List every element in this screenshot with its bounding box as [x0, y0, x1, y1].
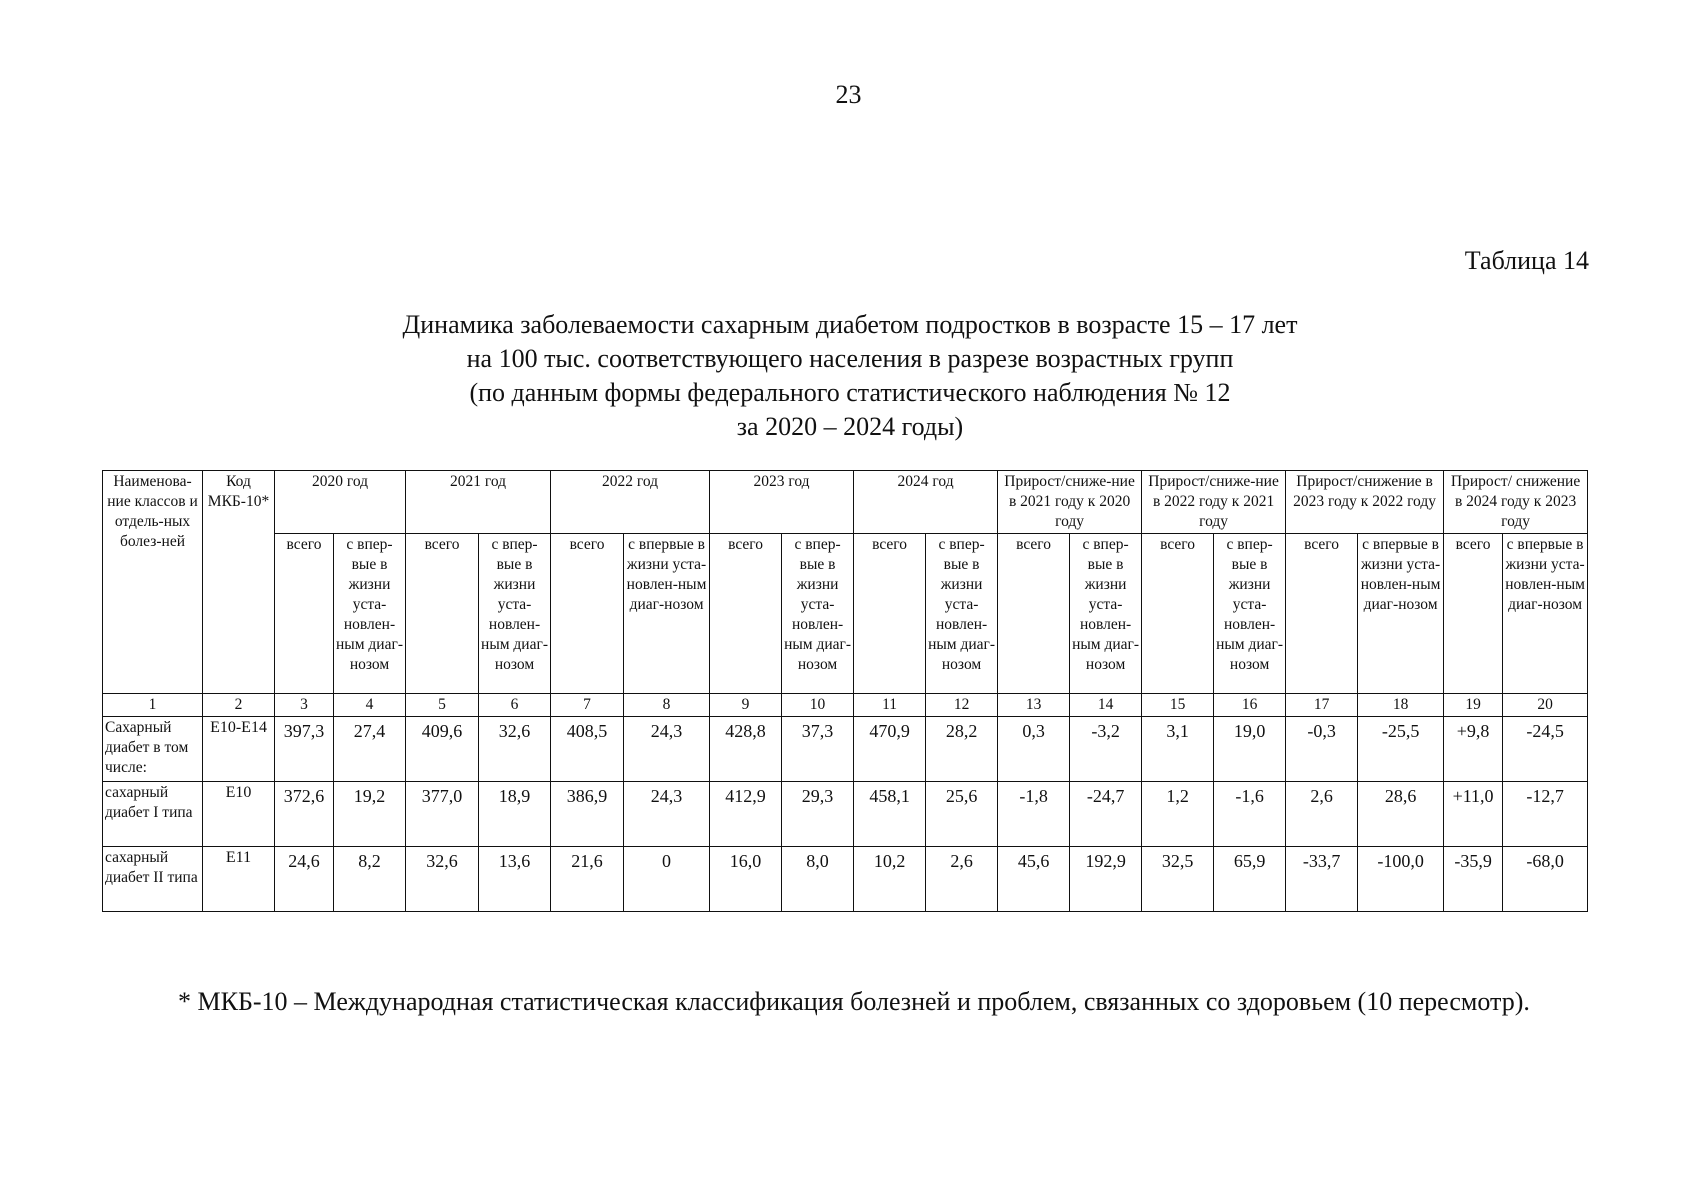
- column-number: 18: [1358, 694, 1444, 717]
- value-cell: -33,7: [1286, 847, 1358, 912]
- header-group: 2021 год: [406, 471, 551, 534]
- title-line: Динамика заболеваемости сахарным диабетом подростков в возрасте 15 – 17 лет: [402, 310, 1298, 339]
- header-group: Прирост/снижение в 2023 году к 2022 году: [1286, 471, 1444, 534]
- column-number: 13: [998, 694, 1070, 717]
- column-number: 15: [1142, 694, 1214, 717]
- table-row: [103, 717, 1588, 782]
- value-cell: -35,9: [1444, 847, 1503, 912]
- header-new: с впервые в жизни уста-новлен-ным диаг-нозом: [624, 534, 710, 694]
- value-cell: 386,9: [551, 782, 624, 847]
- column-number: 2: [203, 694, 275, 717]
- footnote-text: * МКБ-10 – Международная статистическая классификация болезней и проблем, связанных со здоровьем (10 пересмотр).: [178, 987, 1530, 1016]
- value-cell: 18,9: [479, 782, 551, 847]
- value-cell: -1,8: [998, 782, 1070, 847]
- value-cell: 27,4: [334, 717, 406, 782]
- header-total: всего: [551, 534, 624, 694]
- column-number: 1: [103, 694, 203, 717]
- header-new: с впер-вые в жизни уста-новлен-ным диаг-нозом: [334, 534, 406, 694]
- value-cell: 13,6: [479, 847, 551, 912]
- value-cell: 28,6: [1358, 782, 1444, 847]
- value-cell: 65,9: [1214, 847, 1286, 912]
- value-cell: 32,6: [406, 847, 479, 912]
- header-new: с впервые в жизни уста-новлен-ным диаг-нозом: [1358, 534, 1444, 694]
- column-number: 19: [1444, 694, 1503, 717]
- footnote: [102, 984, 1588, 1020]
- header-new: с впервые в жизни уста-новлен-ным диаг-нозом: [1503, 534, 1588, 694]
- column-number: 11: [854, 694, 926, 717]
- disease-name: сахарный диабет II типа: [103, 847, 203, 912]
- column-number: 7: [551, 694, 624, 717]
- value-cell: -25,5: [1358, 717, 1444, 782]
- value-cell: 409,6: [406, 717, 479, 782]
- page-number: 23: [835, 80, 862, 109]
- value-cell: -100,0: [1358, 847, 1444, 912]
- header-total: всего: [854, 534, 926, 694]
- value-cell: -12,7: [1503, 782, 1588, 847]
- table-row: [103, 847, 1588, 912]
- value-cell: 377,0: [406, 782, 479, 847]
- icd-code: E10-E14: [203, 717, 275, 782]
- value-cell: 19,2: [334, 782, 406, 847]
- value-cell: 32,5: [1142, 847, 1214, 912]
- value-cell: -24,5: [1503, 717, 1588, 782]
- value-cell: 8,2: [334, 847, 406, 912]
- header-new: с впер-вые в жизни уста-новлен-ным диаг-нозом: [1214, 534, 1286, 694]
- value-cell: 412,9: [710, 782, 782, 847]
- header-row-groups: [103, 471, 1588, 534]
- column-number: 10: [782, 694, 854, 717]
- column-number: 16: [1214, 694, 1286, 717]
- value-cell: 470,9: [854, 717, 926, 782]
- value-cell: 1,2: [1142, 782, 1214, 847]
- value-cell: 372,6: [275, 782, 334, 847]
- header-total: всего: [1286, 534, 1358, 694]
- value-cell: 0: [624, 847, 710, 912]
- value-cell: 0,3: [998, 717, 1070, 782]
- header-total: всего: [275, 534, 334, 694]
- header-code: Код МКБ-10*: [203, 471, 275, 694]
- column-number: 5: [406, 694, 479, 717]
- title-line: за 2020 – 2024 годы): [736, 412, 964, 441]
- disease-name: Сахарный диабет в том числе:: [103, 717, 203, 782]
- value-cell: 458,1: [854, 782, 926, 847]
- icd-code: E11: [203, 847, 275, 912]
- column-number: 17: [1286, 694, 1358, 717]
- value-cell: +11,0: [1444, 782, 1503, 847]
- header-new: с впер-вые в жизни уста-новлен-ным диаг-нозом: [479, 534, 551, 694]
- value-cell: 24,6: [275, 847, 334, 912]
- icd-code: E10: [203, 782, 275, 847]
- header-group: 2022 год: [551, 471, 710, 534]
- value-cell: 16,0: [710, 847, 782, 912]
- header-row-sub: [103, 534, 1588, 694]
- header-group: 2024 год: [854, 471, 998, 534]
- table-label: Таблица 14: [1464, 246, 1589, 275]
- value-cell: 37,3: [782, 717, 854, 782]
- column-number: 8: [624, 694, 710, 717]
- column-number: 20: [1503, 694, 1588, 717]
- table-title: [230, 308, 1470, 444]
- header-group: Прирост/сниже-ние в 2021 году к 2020 году: [998, 471, 1142, 534]
- value-cell: 45,6: [998, 847, 1070, 912]
- value-cell: -3,2: [1070, 717, 1142, 782]
- header-group: Прирост/сниже-ние в 2022 году к 2021 году: [1142, 471, 1286, 534]
- value-cell: 2,6: [1286, 782, 1358, 847]
- header-group: Прирост/ снижение в 2024 году к 2023 году: [1444, 471, 1588, 534]
- header-group: 2020 год: [275, 471, 406, 534]
- value-cell: 28,2: [926, 717, 998, 782]
- value-cell: -0,3: [1286, 717, 1358, 782]
- value-cell: 397,3: [275, 717, 334, 782]
- value-cell: 25,6: [926, 782, 998, 847]
- title-line: (по данным формы федерального статистического наблюдения № 12: [469, 378, 1231, 407]
- value-cell: 408,5: [551, 717, 624, 782]
- table-row: [103, 782, 1588, 847]
- column-number: 4: [334, 694, 406, 717]
- value-cell: -68,0: [1503, 847, 1588, 912]
- column-number: 12: [926, 694, 998, 717]
- header-new: с впер-вые в жизни уста-новлен-ным диаг-нозом: [1070, 534, 1142, 694]
- header-total: всего: [406, 534, 479, 694]
- header-new: с впер-вые в жизни уста-новлен-ным диаг-нозом: [926, 534, 998, 694]
- header-new: с впер-вые в жизни уста-новлен-ным диаг-нозом: [782, 534, 854, 694]
- column-number-row: [103, 694, 1588, 717]
- value-cell: 10,2: [854, 847, 926, 912]
- title-line: на 100 тыс. соответствующего населения в разрезе возрастных групп: [466, 344, 1234, 373]
- value-cell: 21,6: [551, 847, 624, 912]
- header-total: всего: [710, 534, 782, 694]
- value-cell: 29,3: [782, 782, 854, 847]
- column-number: 14: [1070, 694, 1142, 717]
- column-number: 3: [275, 694, 334, 717]
- morbidity-table: [102, 470, 1588, 912]
- header-total: всего: [998, 534, 1070, 694]
- header-group: 2023 год: [710, 471, 854, 534]
- value-cell: +9,8: [1444, 717, 1503, 782]
- value-cell: 24,3: [624, 717, 710, 782]
- value-cell: 8,0: [782, 847, 854, 912]
- header-name: Наименова-ние классов и отдель-ных болез-ней: [103, 471, 203, 694]
- value-cell: 192,9: [1070, 847, 1142, 912]
- value-cell: 24,3: [624, 782, 710, 847]
- column-number: 6: [479, 694, 551, 717]
- column-number: 9: [710, 694, 782, 717]
- value-cell: -1,6: [1214, 782, 1286, 847]
- value-cell: 3,1: [1142, 717, 1214, 782]
- disease-name: сахарный диабет I типа: [103, 782, 203, 847]
- value-cell: 32,6: [479, 717, 551, 782]
- value-cell: 2,6: [926, 847, 998, 912]
- value-cell: 428,8: [710, 717, 782, 782]
- header-total: всего: [1142, 534, 1214, 694]
- value-cell: 19,0: [1214, 717, 1286, 782]
- value-cell: -24,7: [1070, 782, 1142, 847]
- header-total: всего: [1444, 534, 1503, 694]
